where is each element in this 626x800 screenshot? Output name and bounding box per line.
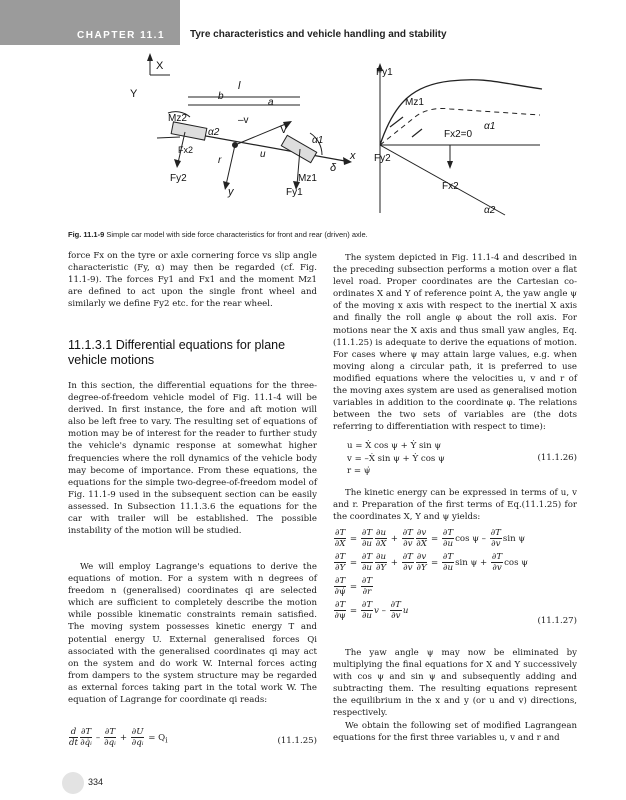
section-heading: 11.1.3.1 Differential equations for plane vehicle motions [68, 338, 286, 367]
equation-number: (11.1.25) [277, 736, 317, 746]
page-number: 334 [88, 777, 104, 787]
label-Y: Y [130, 88, 138, 100]
left-paragraph-1: force Fx on the tyre or axle cornering force vs slip angle characteristic (Fy, α) may then be regarded (cf. Fig. 11.1-9). The forces Fy1 and Fx1 and the moment Mz1 are defined to act upon the single front wheel and similarly we define Fy2 etc. for the rear wheel. [68, 251, 317, 310]
equation-11-1-26: u = Ẋ cos ψ + Ẏ sin ψ v = –Ẋ sin ψ + Ẏ cos ψ r = ψ̇ (11.1.26) [347, 441, 577, 476]
figure-caption [68, 230, 588, 239]
label-alpha1: α1 [312, 135, 324, 146]
right-label-alpha2: α2 [484, 205, 496, 216]
right-paragraph-1: The system depicted in Fig. 11.1-4 and described in the preceding subsection performs a motion over a flat level road. Proper coordinates are the Cartesian co-ordinates X and Y of reference point A, the yaw angle ψ of the moving x axis with respect to the inertial X axis and finally the roll angle φ about the roll axis. For motions near the X axis and thus small yaw angles, Eq.(11.1.25) is adequate to derive the equations of motion. For cases where ψ may attain large values, e.g. when moving along a circular path, it is preferred to use modified equations where the velocities u, v and r of the moving axes system are used as generalised motion variables in addition to the coordinate φ. The relations between the two sets of variables are (the dots referring to differentiation with respect to time): [333, 253, 577, 433]
equation-number-3: (11.1.27) [537, 616, 577, 626]
label-alpha2: α2 [208, 127, 220, 138]
right-paragraph-3: The yaw angle ψ may now be eliminated by multiplying the final equations for X and Y successively with cos ψ and sin ψ and subsequently adding and subtracting them. The resulting equations represent the equilibrium in the x and y (or u and v) directions, respectively. [333, 648, 577, 719]
right-paragraph-2: The kinetic energy can be expressed in terms of u, v and r. Preparation of the first terms of Eq.(11.1.25) for the coordinates X, Y and ψ yields: [333, 488, 577, 523]
caption-label: Fig. 11.1-9 [68, 230, 105, 239]
label-Fy2: Fy2 [170, 173, 187, 184]
label-V: V [280, 124, 288, 136]
label-u: u [260, 149, 266, 160]
right-label-alpha1: α1 [484, 121, 496, 132]
label-a: a [268, 97, 274, 108]
left-paragraph-2: In this section, the differential equations for the three-degree-of-freedom vehicle model of Fig. 11.1-4 will be derived. In first instance, the fore and aft motion will also be left free to vary. The resulting set of equations of motion may be of interest for the reader to further study the vehicle's dynamic response at somewhat higher frequencies where the roll dynamics of the vehicle body may become of importance. From these equations, the equations for the simple two-degree-of-freedom model of Fig. 11.1-9 used in the subsequent section can be easily assessed. In Subsection 11.1.3.6 the equations for the car with trailer will be established. The possible instability of the motion will be studied. [68, 381, 317, 537]
label-Mz1: Mz1 [298, 173, 317, 184]
right-label-Fy1: Fy1 [376, 67, 393, 78]
label-r: r [218, 155, 222, 166]
right-label-Fx2: Fx2 [442, 181, 459, 192]
caption-text: Simple car model with side force characteristics for front and rear (driven) axle. [106, 230, 368, 239]
equation-11-1-27: $\frac{\partial T}{\partial X}$ = $\frac{\partial T}{\partial u}$ $\frac{\partial u}{\partial X}$ + $\frac{\partial T}{\partial v}$ $\frac{\partial v}{\partial X}$ = $\frac{\partial T}{\partial u}$ cos ψ – $\frac{\partial T}{\partial v}$ sin ψ $\frac{\partial T}{\partial Y}$ = $\frac{\partial T}{\partial u}$ $\frac{\partial u}{\partial Y}$ + $\frac{\partial T}{\partial v}$ $\frac{\partial v}{\partial Y}$ = $\frac{\partial T}{\partial u}$ sin ψ + $\frac{\partial T}{\partial v}$ cos ψ $\frac{\partial T}{\partial\psi̇}$ = $\frac{\partial T}{\partial r}$ $\frac{\partial T}{\partial\psi}$ = $\frac{\partial T}{\partial u}$ v – $\frac{\partial T}{\partial v}$ u (11.1.27) [334, 528, 577, 626]
label-Fy1: Fy1 [286, 187, 303, 198]
figure-car-model [60, 45, 576, 225]
label-Mz2: Mz2 [168, 113, 187, 124]
label-l: l [238, 80, 241, 92]
right-paragraph-4: We obtain the following set of modified Lagrangean equations for the first three variables u, v and r and [333, 721, 577, 744]
page-number-badge [62, 772, 84, 794]
equation-number-2: (11.1.26) [537, 453, 577, 463]
chapter-label: CHAPTER 11.1 [77, 30, 166, 41]
label-y: y [228, 186, 234, 198]
label-x: x [350, 150, 356, 162]
label-Fx2: Fx2 [178, 145, 194, 155]
label-b: b [218, 91, 224, 102]
label-X: X [156, 60, 164, 72]
left-paragraph-3: We will employ Lagrange's equations to derive the equations of motion. For a system with n degrees of freedom n (generalised) coordinates qi are selected which are sufficient to completely describe the motion while possible kinematic constraints remain satisfied. The moving system possesses kinetic energy T and potential energy U. External generalised forces Qi associated with the generalised coordinates qi may act on the system and do work W. Internal forces acting from dampers to the system structure may be regarded as external forces taking part in the total work W. The equation of Lagrange for coordinate qi reads: [68, 562, 317, 706]
chapter-title: Tyre characteristics and vehicle handling and stability [190, 29, 447, 40]
equation-11-1-25: $\frac{d}{dt}$ $\frac{\partial T}{\text{∂q̇ᵢ}}$ – $\frac{\partial T}{\text{∂qᵢ}}$ + $\frac{\partial U}{\text{∂qᵢ}}$ = $Q_i$ (11.1.25) [69, 727, 317, 748]
right-label-Mz1: Mz1 [405, 97, 424, 108]
right-label-Fx2zero: Fx2=0 [444, 129, 473, 140]
label-v: –v [238, 115, 249, 126]
right-label-Fy2: Fy2 [374, 153, 391, 164]
label-delta: δ [330, 162, 337, 174]
